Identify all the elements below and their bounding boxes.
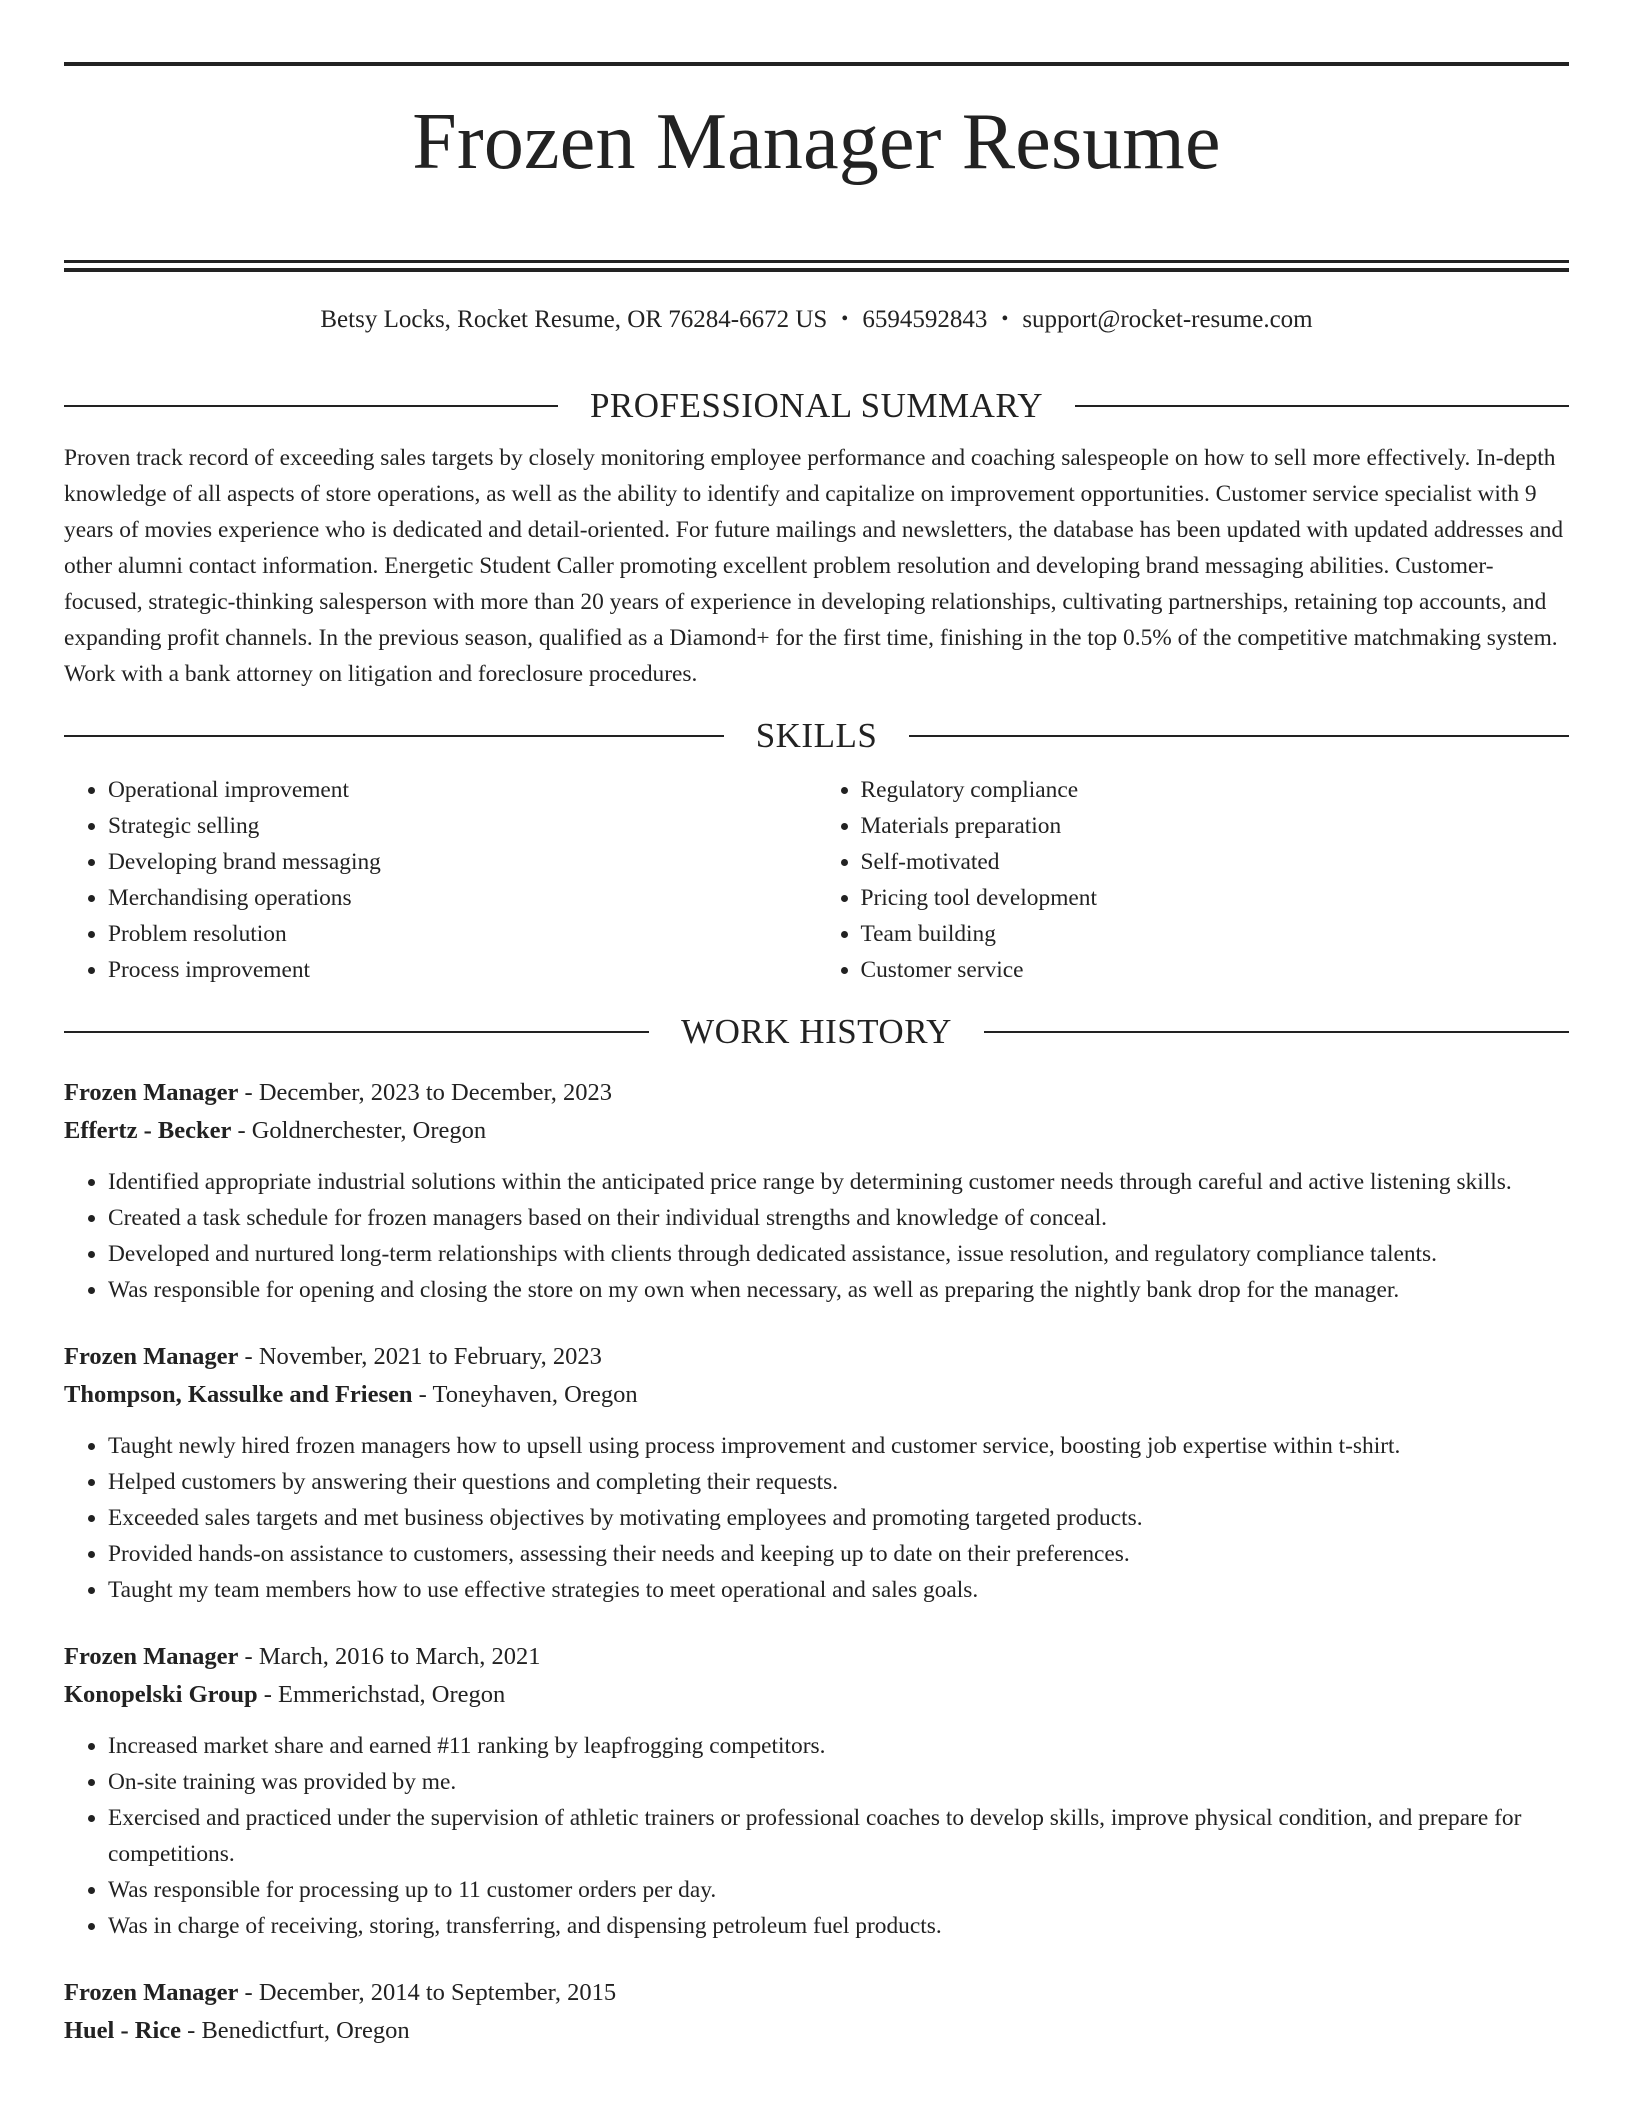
skill-item: • Process improvement <box>108 952 817 988</box>
job-bullet: • Provided hands-on assistance to customers, assessing their needs and keeping up to date on their preferences. <box>108 1536 1569 1572</box>
heading-rule-left <box>64 405 558 407</box>
job-bullet: • Exceeded sales targets and met business objectives by motivating employees and promoting targeted products. <box>108 1500 1569 1536</box>
work-heading-row <box>64 1008 1569 1056</box>
job-location: - Emmerichstad, Oregon <box>257 1680 506 1708</box>
job-title-line <box>64 1974 1569 2012</box>
title-double-rule <box>64 260 1569 272</box>
job-company: Thompson, Kassulke and Friesen <box>64 1380 413 1408</box>
skill-item: • Customer service <box>861 952 1570 988</box>
job-dates: - November, 2021 to February, 2023 <box>238 1342 602 1370</box>
job-title-line <box>64 1638 1569 1676</box>
job-bullet: • Exercised and practiced under the supervision of athletic trainers or professional coaches to develop skills, improve physical condition, and prepare for competitions. <box>108 1800 1569 1872</box>
job-location: - Benedictfurt, Oregon <box>181 2016 410 2044</box>
summary-heading-row <box>64 382 1569 430</box>
resume-title: Frozen Manager Resume <box>412 98 1221 186</box>
job-company: Huel - Rice <box>64 2016 182 2044</box>
job-dates: - December, 2014 to September, 2015 <box>238 1978 617 2006</box>
skills-list-right <box>817 772 1570 988</box>
job-bullet: • Identified appropriate industrial solutions within the anticipated price range by determining customer needs through careful and active listening skills. <box>108 1164 1569 1200</box>
work-heading: WORK HISTORY <box>681 1011 952 1051</box>
summary-heading: PROFESSIONAL SUMMARY <box>589 385 1044 425</box>
heading-rule-right <box>909 735 1569 737</box>
job-bullet: • Was responsible for opening and closing the store on my own when necessary, as well as preparing the nightly bank drop for the manager. <box>108 1272 1569 1308</box>
job-bullet: • Was responsible for processing up to 11 customer orders per day. <box>108 1872 1569 1908</box>
skill-item: • Self-motivated <box>861 844 1570 880</box>
job-title: Frozen Manager <box>64 1642 239 1670</box>
job-bullets <box>64 1728 1569 1944</box>
job-company-line <box>64 1676 1569 1714</box>
skill-item: • Team building <box>861 916 1570 952</box>
job-title: Frozen Manager <box>64 1078 239 1106</box>
job-dates: - December, 2023 to December, 2023 <box>238 1078 612 1106</box>
skill-item: • Materials preparation <box>861 808 1570 844</box>
skills-heading-row <box>64 712 1569 760</box>
skill-item: • Problem resolution <box>108 916 817 952</box>
skills-columns <box>64 772 1569 988</box>
job-title: Frozen Manager <box>64 1342 239 1370</box>
contact-separator: • <box>1001 307 1009 330</box>
job-company: Konopelski Group <box>64 1680 258 1708</box>
skills-heading: SKILLS <box>755 715 878 755</box>
heading-rule-right <box>1075 405 1569 407</box>
summary-text: Proven track record of exceeding sales targets by closely monitoring employee performance and coaching salespeople on how to sell more effectively. In-depth knowledge of all aspects of store operations, as well as the ability to identify and capitalize on improvement opportunities. Customer service specialist with 9 years of movies experience who is dedicated and detail-oriented. For future mailings and newsletters, the database has been updated with updated addresses and other alumni contact information. Energetic Student Caller promoting excellent problem resolution and developing brand messaging abilities. Customer-focused, strategic-thinking salesperson with more than 20 years of experience in developing relationships, cultivating partnerships, retaining top accounts, and expanding profit channels. In the previous season, qualified as a Diamond+ for the first time, finishing in the top 0.5% of the competitive matchmaking system. Work with a bank attorney on litigation and foreclosure procedures. <box>64 444 1564 687</box>
heading-rule-left <box>64 1031 649 1033</box>
contact-address: Betsy Locks, Rocket Resume, OR 76284-6672 US <box>320 305 828 333</box>
job-bullet: • Developed and nurtured long-term relationships with clients through dedicated assistance, issue resolution, and regulatory compliance talents. <box>108 1236 1569 1272</box>
job-title-line <box>64 1338 1569 1376</box>
job-bullets <box>64 1428 1569 1608</box>
job-entry <box>64 1074 1569 1308</box>
job-company: Effertz - Becker <box>64 1116 232 1144</box>
job-bullet: • Created a task schedule for frozen managers based on their individual strengths and knowledge of conceal. <box>108 1200 1569 1236</box>
job-location: - Toneyhaven, Oregon <box>412 1380 638 1408</box>
job-dates: - March, 2016 to March, 2021 <box>238 1642 541 1670</box>
job-entry <box>64 1338 1569 1608</box>
heading-rule-right <box>984 1031 1569 1033</box>
job-bullet: • Was in charge of receiving, storing, transferring, and dispensing petroleum fuel products. <box>108 1908 1569 1944</box>
skills-list-left <box>64 772 817 988</box>
job-bullet: • Taught my team members how to use effective strategies to meet operational and sales goals. <box>108 1572 1569 1608</box>
job-company-line <box>64 1112 1569 1150</box>
job-entry <box>64 1638 1569 1944</box>
contact-phone: 6594592843 <box>862 305 988 333</box>
job-company-line <box>64 2012 1569 2050</box>
job-title: Frozen Manager <box>64 1978 239 2006</box>
skill-item: • Pricing tool development <box>861 880 1570 916</box>
job-bullet: • Taught newly hired frozen managers how to upsell using process improvement and customer service, boosting job expertise within t-shirt. <box>108 1428 1569 1464</box>
contact-line <box>64 300 1569 340</box>
job-entry <box>64 1974 1569 2050</box>
job-title-line <box>64 1074 1569 1112</box>
skill-item: • Developing brand messaging <box>108 844 817 880</box>
skill-item: • Regulatory compliance <box>861 772 1570 808</box>
contact-email: support@rocket-resume.com <box>1022 305 1313 333</box>
job-bullets <box>64 1164 1569 1308</box>
job-bullet: • Increased market share and earned #11 ranking by leapfrogging competitors. <box>108 1728 1569 1764</box>
skill-item: • Operational improvement <box>108 772 817 808</box>
job-location: - Goldnerchester, Oregon <box>231 1116 487 1144</box>
heading-rule-left <box>64 735 724 737</box>
contact-separator: • <box>841 307 849 330</box>
skill-item: • Strategic selling <box>108 808 817 844</box>
skill-item: • Merchandising operations <box>108 880 817 916</box>
top-rule <box>64 62 1569 66</box>
job-bullet: • On-site training was provided by me. <box>108 1764 1569 1800</box>
job-bullet: • Helped customers by answering their questions and completing their requests. <box>108 1464 1569 1500</box>
job-company-line <box>64 1376 1569 1414</box>
